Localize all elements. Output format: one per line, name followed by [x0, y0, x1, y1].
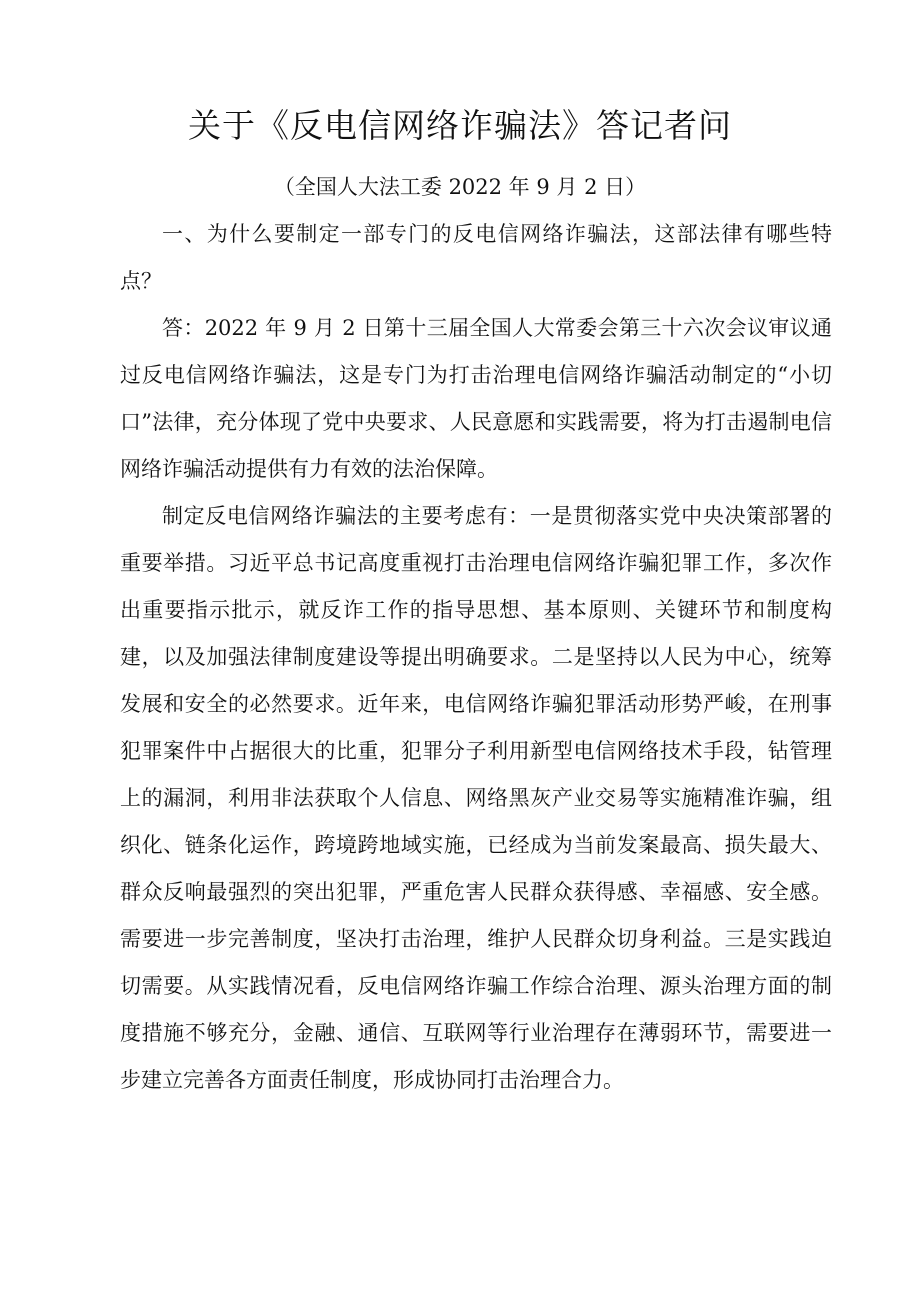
considerations-paragraph: 制定反电信网络诈骗法的主要考虑有：一是贯彻落实党中央决策部署的重要举措。习近平总书记高度重视打击治理电信网络诈骗犯罪工作，多次作出重要指示批示，就反诈工作的指导思想、基本原则、关键环节和制度构建，以及加强法律制度建设等提出明确要求。二是坚持以人民为中心，统筹发展和安全的必然要求。近年来，电信网络诈骗犯罪活动形势严峻，在刑事犯罪案件中占据很大的比重，犯罪分子利用新型电信网络技术手段，钻管理上的漏洞，利用非法获取个人信息、网络黑灰产业交易等实施精准诈骗，组织化、链条化运作，跨境跨地域实施，已经成为当前发案最高、损失最大、群众反响最强烈的突出犯罪，严重危害人民群众获得感、幸福感、安全感。需要进一步完善制度，坚决打击治理，维护人民群众切身利益。三是实践迫切需要。从实践情况看，反电信网络诈骗工作综合治理、源头治理方面的制度措施不够充分，金融、通信、互联网等行业治理存在薄弱环节，需要进一步建立完善各方面责任制度，形成协同打击治理合力。: [120, 504, 832, 1092]
document-subtitle: （全国人大法工委 2022 年 9 月 2 日）: [273, 175, 647, 199]
document-title: 关于《反电信网络诈骗法》答记者问: [188, 106, 732, 145]
answer-paragraph: 答：2022 年 9 月 2 日第十三届全国人大常委会第三十六次会议审议通过反电信网络诈骗法，这是专门为打击治理电信网络诈骗活动制定的“小切口”法律，充分体现了党中央要求、人民意愿和实践需要，将为打击遏制电信网络诈骗活动提供有力有效的法治保障。: [120, 316, 832, 481]
question-heading: 一、为什么要制定一部专门的反电信网络诈骗法，这部法律有哪些特点？: [120, 222, 832, 293]
document-body: [120, 211, 832, 1104]
